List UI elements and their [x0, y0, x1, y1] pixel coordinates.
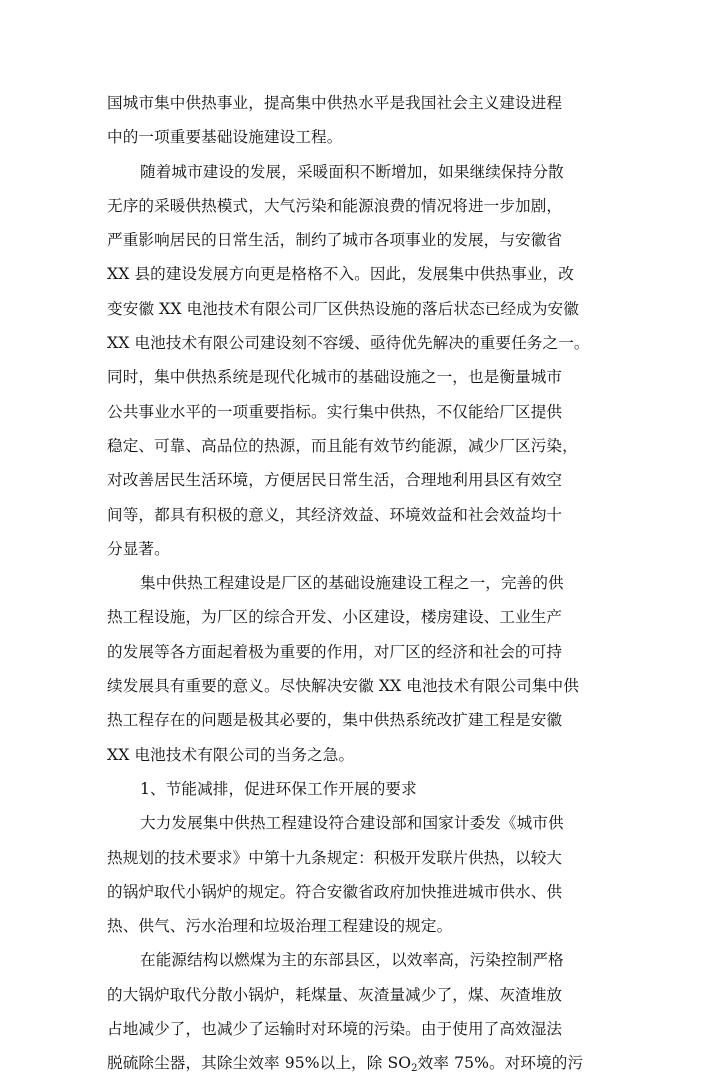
paragraph-2-line-9: 稳定、可靠、高品位的热源，而且能有效节约能源，减少厂区污染，: [107, 436, 578, 455]
paragraph-2-line-12: 分显著。: [107, 539, 170, 558]
paragraph-4-line-3: 的锅炉取代小锅炉的规定。符合安徽省政府加快推进城市供水、供: [107, 882, 563, 901]
document-body: [107, 86, 597, 1081]
paragraph-2-line-8: 公共事业水平的一项重要指标。实行集中供热，不仅能给厂区提供: [107, 402, 563, 421]
subscript-2: 2: [411, 1063, 418, 1075]
paragraph-5-line-1: 在能源结构以燃煤为主的东部县区，以效率高，污染控制严格: [140, 951, 564, 970]
paragraph-3-line-4: 续发展具有重要的意义。尽快解决安徽 XX 电池技术有限公司集中供: [107, 677, 579, 696]
paragraph-5-line-3: 占地减少了，也减少了运输时对环境的污染。由于使用了高效湿法: [107, 1020, 563, 1039]
section-heading: 1、节能减排，促进环保工作开展的要求: [140, 779, 417, 798]
paragraph-2-line-2: 无序的采暖供热模式，大气污染和能源浪费的情况将进一步加剧，: [107, 196, 563, 215]
paragraph-2-line-10: 对改善居民生活环境，方便居民日常生活，合理地利用县区有效空: [107, 471, 563, 490]
line-text-after-subscript: 效率 75%。对环境的污: [417, 1054, 584, 1073]
paragraph-3-line-3: 的发展等各方面起着极为重要的作用，对厂区的经济和社会的可持: [107, 642, 563, 661]
paragraph-4-line-4: 热、供气、污水治理和垃圾治理工程建设的规定。: [107, 917, 453, 936]
paragraph-3-line-6: XX 电池技术有限公司的当务之急。: [107, 745, 355, 764]
paragraph-2-line-3: 严重影响居民的日常生活，制约了城市各项事业的发展，与安徽省: [107, 231, 563, 250]
paragraph-3-line-2: 热工程设施，为厂区的综合开发、小区建设，楼房建设、工业生产: [107, 608, 563, 627]
paragraph-2-line-1: 随着城市建设的发展，采暖面积不断增加，如果继续保持分散: [140, 162, 564, 181]
paragraph-1-line-1: 国城市集中供热事业，提高集中供热水平是我国社会主义建设进程: [107, 94, 563, 112]
paragraph-2-line-6: XX 电池技术有限公司建设刻不容缓、亟待优先解决的重要任务之一。: [107, 334, 590, 353]
paragraph-2-line-7: 同时，集中供热系统是现代化城市的基础设施之一，也是衡量城市: [107, 368, 563, 387]
line-text-before-subscript: 脱硫除尘器，其除尘效率 95%以上，除 SO: [107, 1054, 412, 1073]
paragraph-1-line-2: 中的一项重要基础设施建设工程。: [107, 128, 343, 147]
paragraph-5-line-2: 的大锅炉取代分散小锅炉，耗煤量、灰渣量减少了，煤、灰渣堆放: [107, 985, 563, 1004]
paragraph-4-line-1: 大力发展集中供热工程建设符合建设部和国家计委发《城市供: [140, 814, 564, 833]
paragraph-3-line-1: 集中供热工程建设是厂区的基础设施建设工程之一，完善的供: [140, 574, 564, 593]
paragraph-3-line-5: 热工程存在的问题是极其必要的，集中供热系统改扩建工程是安徽: [107, 711, 563, 730]
paragraph-4-line-2: 热规划的技术要求》中第十九条规定：积极开发联片供热，以较大: [107, 848, 563, 867]
paragraph-5-line-4: [107, 1046, 597, 1080]
paragraph-2-line-11: 间等，都具有积极的意义，其经济效益、环境效益和社会效益均十: [107, 505, 563, 524]
paragraph-2-line-5: 变安徽 XX 电池技术有限公司厂区供热设施的落后状态已经成为安徽: [107, 299, 579, 318]
paragraph-2-line-4: XX 县的建设发展方向更是格格不入。因此，发展集中供热事业，改: [107, 265, 574, 284]
